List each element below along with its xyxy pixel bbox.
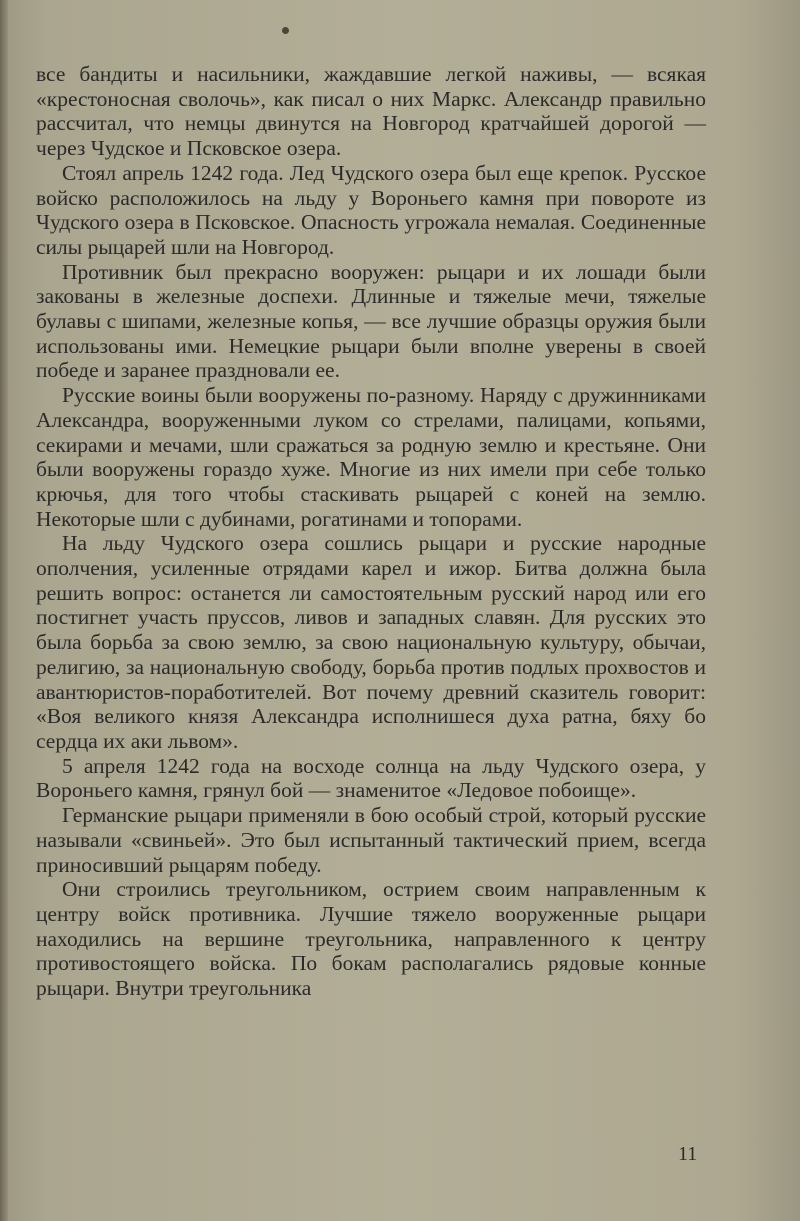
paragraph-3: Противник был прекрасно вооружен: рыцари и их лошади были закованы в железные доспехи. Длинные и тяжелые мечи, тяжелые булавы с шипами, железные копья, — все лучшие образцы оружия были использованы ими. Немецкие рыцари были вполне уверены в своей победе и заранее праздновали ее. <box>36 259 706 383</box>
print-mark <box>282 27 289 34</box>
paragraph-6: 5 апреля 1242 года на восходе солнца на льду Чудского озера, у Вороньего камня, грянул бой — знаменитое «Ледовое побоище». <box>36 753 706 803</box>
paragraph-5: На льду Чудского озера сошлись рыцари и русские народные ополчения, усиленные отрядами карел и ижор. Битва должна была решить вопрос: останется ли самостоятельным русский народ или его постигнет участь пруссов, ливов и западных славян. Для русских это была борьба за свою землю, за свою национальную культуру, обычаи, религию, за национальную свободу, борьба против подлых прохвостов и авантюристов-поработителей. Вот почему древний сказитель говорит: «Воя великого князя Александра исполнишеся духа ратна, бяху бо сердца их аки львом». <box>36 531 706 753</box>
paragraph-2: Стоял апрель 1242 года. Лед Чудского озера был еще крепок. Русское войско расположилось на льду у Вороньего камня при повороте из Чудского озера в Псковское. Опасность угрожала немалая. Соединенные силы рыцарей шли на Новгород. <box>36 160 706 259</box>
paragraph-4: Русские воины были вооружены по-разному. Наряду с дружинниками Александра, вооруженными луком со стрелами, палицами, копьями, секирами и мечами, шли сражаться за родную землю и крестьяне. Они были вооружены гораздо хуже. Многие из них имели при себе только крючья, для того чтобы стаскивать рыцарей с коней на землю. Некоторые шли с дубинами, рогатинами и топорами. <box>36 383 706 531</box>
paragraph-7: Германские рыцари применяли в бою особый строй, который русские называли «свиньей». Это был испытанный тактический прием, всегда приносивший рыцарям победу. <box>36 803 706 877</box>
page-edge <box>0 0 8 1221</box>
page-number: 11 <box>678 1143 698 1165</box>
body-text <box>36 62 706 1001</box>
paragraph-8: Они строились треугольником, острием своим направленным к центру войск противника. Лучшие тяжело вооруженные рыцари находились на вершине треугольника, направленного к центру противостоящего войска. По бокам располагались рядовые конные рыцари. Внутри треугольника <box>36 877 706 1001</box>
paragraph-1: все бандиты и насильники, жаждавшие легкой наживы, — всякая «крестоносная сволочь», как писал о них Маркс. Александр правильно рассчитал, что немцы двинутся на Новгород кратчайшей дорогой — через Чудское и Псковское озера. <box>36 62 706 161</box>
